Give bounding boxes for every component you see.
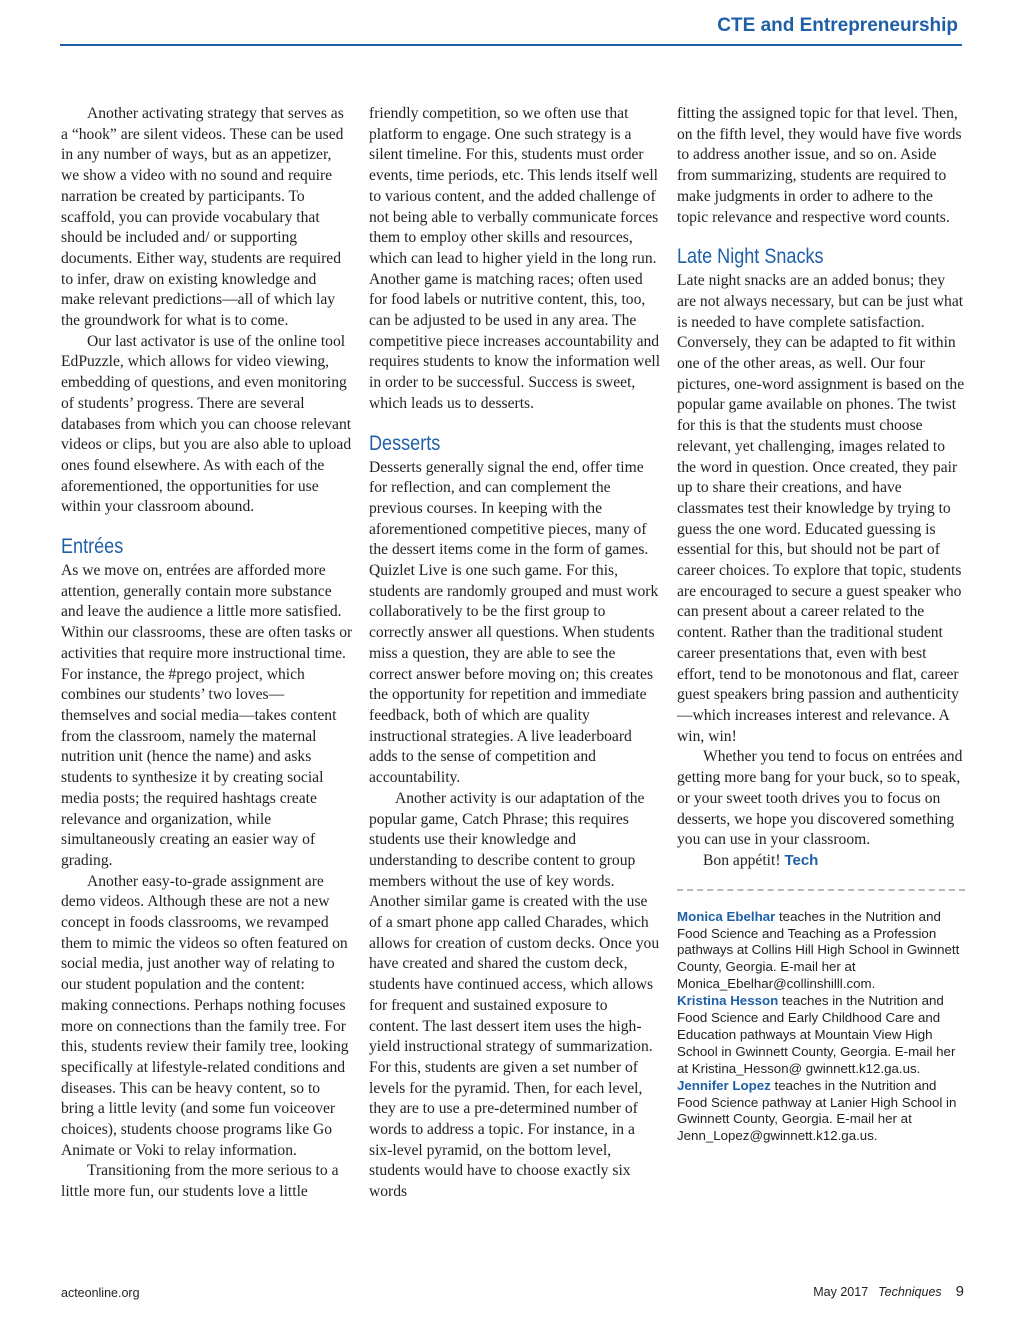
author-name: Monica Ebelhar [677, 908, 776, 924]
paragraph: Another easy-to-grade assignment are demo videos. Although these are not a new concept in foods classrooms, we revamped them to mimic the videos so often featured on social media, just another way of relating to our student population and the content: making connections. Perhaps nothing focuses more on connections than the family tree. For this, students review their family tree, looking specifically at lifestyle-related conditions and diseases. This can be heavy content, so to bring a little levity (and some fun voiceover choices), students choose programs like Go Animate or Voki to relay information. [61, 872, 349, 1159]
paragraph: fitting the assigned topic for that level. Then, on the fifth level, they would have five words to address another issue, and so on. Aside from summarizing, students are required to make judgments in order to adhere to the topic relevance and respective word counts. [677, 105, 962, 226]
paragraph: friendly competition, so we often use that platform to engage. One such strategy is a silent timeline. For this, students must order events, time periods, etc. This lends itself well to various content, and the added challenge of not being able to verbally communicate forces them to employ other skills and resources, which can lead to higher yield in the long run. Another game is matching races; often used for food labels or nutritive content, this, too, can be adjusted to be used in any area. The competitive piece increases accountability and requires students to know the information well in order to be successful. Success is sweet, which leads us to desserts. [369, 105, 661, 412]
divider [677, 889, 965, 891]
paragraph: Another activity is our adaptation of the popular game, Catch Phrase; this requires students use their knowledge and understanding to describe content to group members without the use of key words. Another similar game is created with the use of a smart phone app called Charades, which allows for creation of custom decks. Once you have created and shared the custom deck, students have continued access, which allows for frequent and sustained exposure to content. The last dessert item uses the high-yield instructional strategy of summarization. For this, students are given a set number of levels for the pyramid. Then, for each level, they are to use a pre-determined number of words to address a topic. For instance, in a six-level pyramid, on the bottom level, students would have to choose exactly six words [369, 789, 660, 1201]
author-bio [677, 993, 967, 1078]
heading-late-night-snacks: Late Night Snacks [677, 245, 824, 269]
closing-line [677, 851, 967, 872]
author-bio-text: teaches in the Nutrition and Food Science and Early Childhood Care and Education pathways at Mountain View High School in Gwinnett County, Georgia. E-mail her at Kristina_Hesson@ gwinnett.k12.ga.us. [677, 993, 956, 1076]
footer-site: acteonline.org [61, 1286, 140, 1300]
author-name: Jennifer Lopez [677, 1077, 771, 1093]
column-2 [369, 104, 661, 1203]
footer-info [813, 1283, 964, 1300]
author-bio [677, 1078, 967, 1146]
column-1 [61, 104, 353, 1203]
closing-text: Bon appétit! [703, 851, 781, 869]
author-bio-text: teaches in the Nutrition and Food Science pathway at Lanier High School in Gwinnett County, Georgia. E-mail her at Jenn_Lopez@gwinnett.k12.ga.us. [677, 1077, 957, 1144]
author-bio [677, 909, 967, 994]
paragraph: Another activating strategy that serves as a “hook” are silent videos. These can be used in any number of ways, but as an appetizer, we show a video with no sound and require narration be created by participants. To scaffold, you can provide vocabulary that should be included and/ or supporting documents. Either way, students are required to infer, draw on existing knowledge and make relevant predictions—all of which lay the groundwork for what is to come. [61, 105, 344, 330]
header-rule [60, 44, 962, 46]
page-number: 9 [955, 1283, 964, 1300]
paragraph: Desserts generally signal the end, offer time for reflection, and can complement the previous courses. In keeping with the aforementioned competitive pieces, many of the dessert items come in the form of games. Quizlet Live is one such game. For this, students are randomly grouped and must work collaboratively to be the first group to correctly answer all questions. When students miss a question, they are able to see the correct answer before moving on; this creates the opportunity for repetition and immediate feedback, both of which are quality instructional strategies. A live leaderboard adds to the sense of competition and accountability. [369, 458, 659, 787]
footer-date: May 2017 [813, 1285, 869, 1299]
paragraph: Our last activator is use of the online tool EdPuzzle, which allows for video viewing, embedding of questions, and even monitoring of students’ progress. There are several databases from which you can choose relevant videos or clips, but you are also able to upload ones found elsewhere. As with each of the aforementioned, the opportunities for use within your classroom abound. [61, 332, 352, 516]
heading-desserts: Desserts [369, 431, 441, 455]
paragraph: As we move on, entrées are afforded more attention, generally contain more substance and leave the audience a little more satisfied. Within our classrooms, these are often tasks or activities that require more instructional time. For instance, the #prego project, which combines our students’ two loves—themselves and social media—takes content from the classroom, namely the maternal nutrition unit (hence the name) and asks students to synthesize it by creating social media posts; the required hashtags create relevance and organization, while simultaneously creating an easier way of grading. [61, 562, 353, 869]
footer-publication: Techniques [878, 1285, 942, 1299]
paragraph: Whether you tend to focus on entrées and getting more bang for your buck, so to speak, or your sweet tooth drives you to focus on desserts, we hope you discovered something you can use in your classroom. [677, 748, 963, 849]
paragraph: Late night snacks are an added bonus; they are not always necessary, but can be just what is needed to have complete satisfaction. Conversely, they can be adapted to fit within one of the other areas, as well. Our four pictures, one-word assignment is based on the popular game available on phones. The twist for this is that the students must choose relevant, yet challenging, images related to the word in question. Once created, they pair up to share their creations, and have classmates test their knowledge by trying to guess the one word. Educated guessing is essential for this, but should not be part of career choices. To explore that topic, students are encouraged to secure a guest speaker who can present about a career related to the content. Rather than the traditional student career presentations that, even with best effort, tend to be monotonous and flat, career guest speakers bring passion and authenticity—which increases interest and relevance. A win, win! [677, 272, 965, 745]
section-title: CTE and Entrepreneurship [717, 15, 958, 36]
column-3 [677, 104, 967, 1145]
tech-end-mark: Tech [784, 851, 819, 869]
author-bio-text: teaches in the Nutrition and Food Science and Teaching as a Profession pathways at Collins Hill High School in Gwinnett County, Georgia. E-mail her at Monica_Ebelhar@collinshilll.com. [677, 908, 960, 992]
author-name: Kristina Hesson [677, 993, 779, 1009]
paragraph: Transitioning from the more serious to a little more fun, our students love a little [61, 1162, 339, 1201]
heading-entrees: Entrées [61, 535, 124, 559]
